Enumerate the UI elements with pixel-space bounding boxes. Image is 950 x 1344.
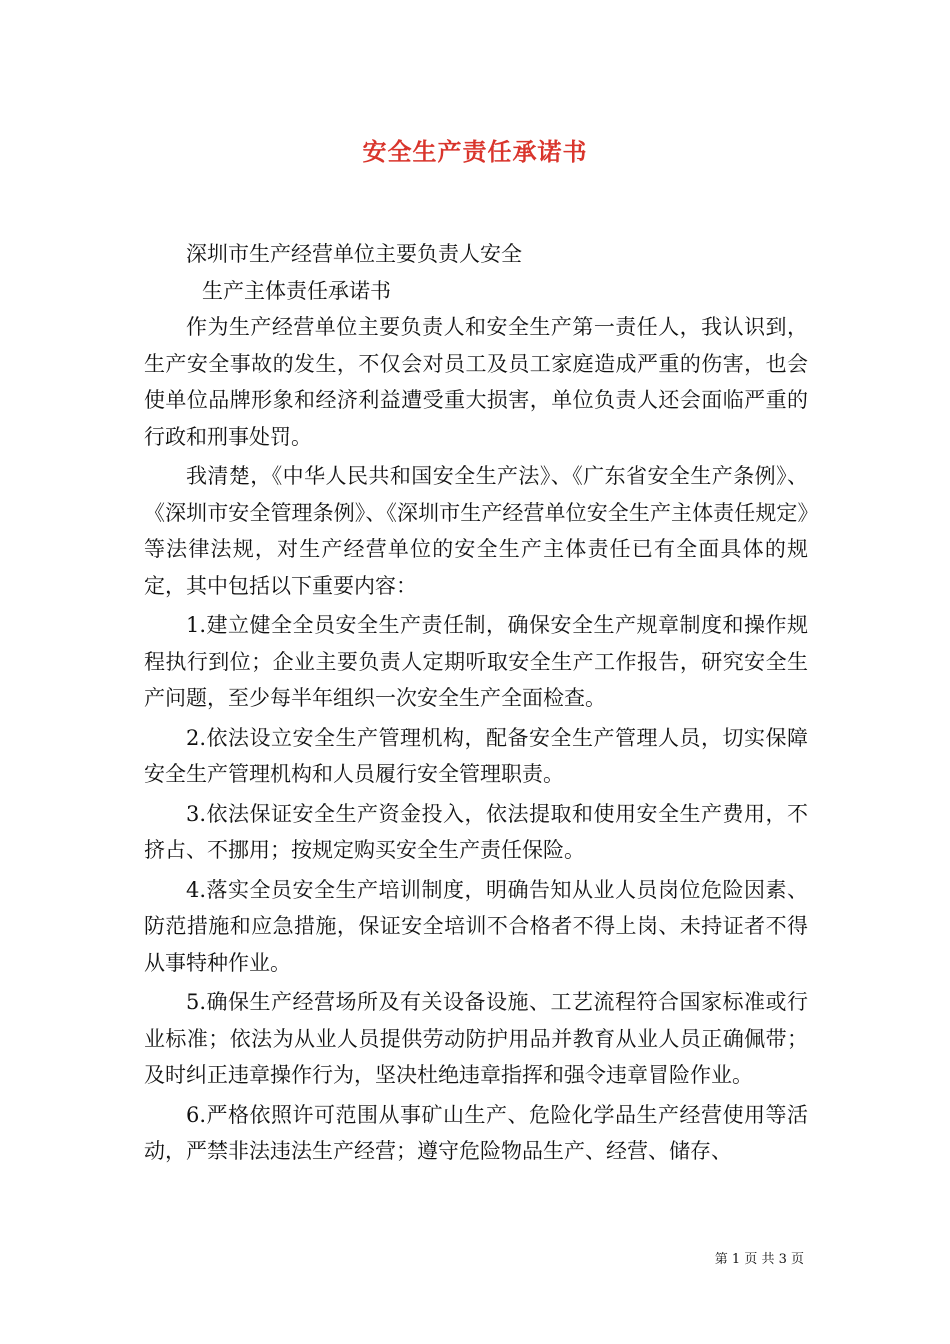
paragraph-item-5: 5.确保生产经营场所及有关设备设施、工艺流程符合国家标准或行业标准；依法为从业人员提供劳动防护用品并教育从业人员正确佩带；及时纠正违章操作行为，坚决杜绝违章指挥和强令违章冒险作业。 <box>144 990 808 1087</box>
paragraph-item-6: 6.严格依照许可范围从事矿山生产、危险化学品生产经营使用等活动，严禁非法违法生产经营；遵守危险物品生产、经营、储存、 <box>144 1102 808 1163</box>
paragraph-item-2: 2.依法设立安全生产管理机构，配备安全生产管理人员，切实保障安全生产管理机构和人员履行安全管理职责。 <box>144 725 808 786</box>
subtitle-line-1: 深圳市生产经营单位主要负责人安全 <box>186 242 522 266</box>
document-body <box>144 236 808 1170</box>
subtitle-line-2: 生产主体责任承诺书 <box>202 278 391 303</box>
page-number: 第 1 页 共 3 页 <box>714 1252 804 1267</box>
paragraph-item-4: 4.落实全员安全生产培训制度，明确告知从业人员岗位危险因素、防范措施和应急措施，保证安全培训不合格者不得上岗、未持证者不得从事特种作业。 <box>144 877 808 975</box>
paragraph-laws: 我清楚，《中华人民共和国安全生产法》、《广东省安全生产条例》、《深圳市安全管理条例》、《深圳市生产经营单位安全生产主体责任规定》等法律法规，对生产经营单位的安全生产主体责任已有全面具体的规定，其中包括以下重要内容： <box>144 464 808 598</box>
paragraph-intro: 作为生产经营单位主要负责人和安全生产第一责任人，我认识到，生产安全事故的发生，不仅会对员工及员工家庭造成严重的伤害，也会使单位品牌形象和经济利益遭受重大损害，单位负责人还会面临严重的行政和刑事处罚。 <box>144 315 808 449</box>
paragraph-item-1: 1.建立健全全员安全生产责任制，确保安全生产规章制度和操作规程执行到位；企业主要负责人定期听取安全生产工作报告，研究安全生产问题，至少每半年组织一次安全生产全面检查。 <box>144 613 808 710</box>
document-title: 安全生产责任承诺书 <box>362 137 588 166</box>
paragraph-item-3: 3.依法保证安全生产资金投入，依法提取和使用安全生产费用，不挤占、不挪用；按规定购买安全生产责任保险。 <box>144 801 808 862</box>
